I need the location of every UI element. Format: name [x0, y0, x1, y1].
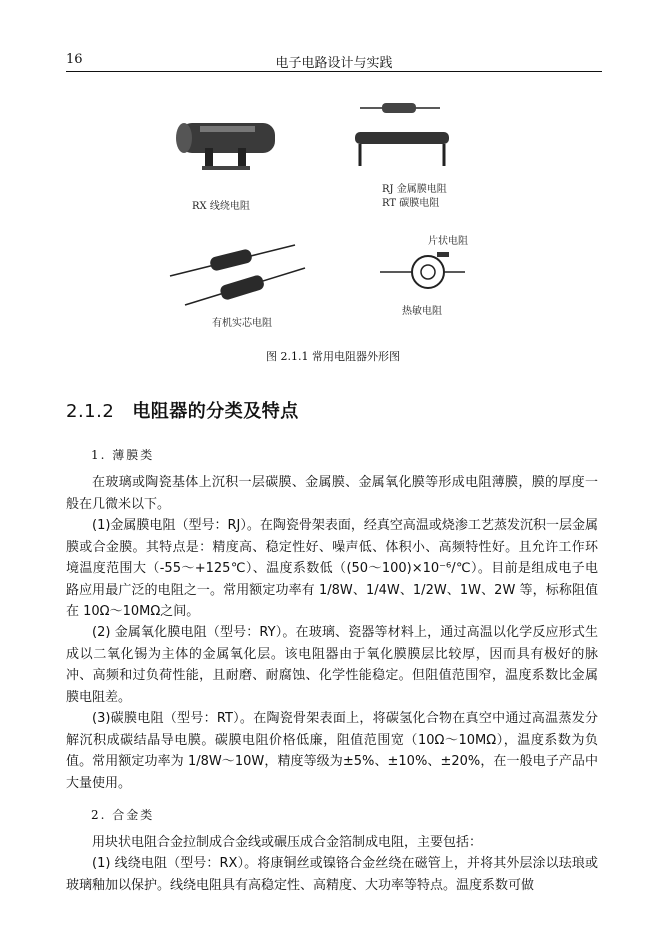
label-rt: RT 碳膜电阻 — [382, 198, 440, 209]
organic-resistor-image — [170, 245, 305, 305]
film-resistor-image — [355, 103, 449, 166]
paragraph-ry: (2) 金属氧化膜电阻（型号：RY）。在玻璃、瓷器等材料上，通过高温以化学反应形式生成以二氧化锡为主体的金属氧化层。该电阻器由于氧化膜膜层比较厚，因而具有极好的脉冲、高频和过负荷性能，且耐磨、耐腐蚀、化学性能稳定。但阻值范围窄，温度系数比金属膜电阻差。 — [66, 625, 598, 705]
section-number: 2.1.2 — [66, 401, 115, 422]
figure-caption: 图 2.1.1 常用电阻器外形图 — [266, 350, 400, 363]
resistor-figure — [150, 90, 530, 340]
section-title: 电阻器的分类及特点 — [132, 401, 299, 422]
running-title: 电子电路设计与实践 — [275, 56, 393, 71]
label-organic: 有机实芯电阻 — [212, 318, 272, 329]
label-thermistor: 热敏电阻 — [402, 306, 442, 317]
subheading-thin-film: 1. 薄膜类 — [91, 448, 155, 462]
label-rj: RJ 金属膜电阻 — [382, 184, 447, 195]
thermistor-image — [380, 252, 465, 288]
page-number: 16 — [66, 52, 83, 67]
wirewound-resistor-image — [176, 123, 275, 170]
resistor-illustrations — [150, 90, 530, 340]
paragraph-rj: (1)金属膜电阻（型号：RJ）。在陶瓷骨架表面，经真空高温或烧渗工艺蒸发沉积一层金属膜或合金膜。其特点是：精度高、稳定性好、噪声低、体积小、高频特性好。且允许工作环境温度范围大（-55～+125℃）、温度系数低（(50～100)×10⁻⁶/℃）。目前是组成电子电路应用最广泛的电阻之一。常用额定功率有 1/8W、1/4W、1/2W、1W、2W 等，标称阻值在 10Ω～10MΩ之间。 — [66, 518, 598, 620]
section-heading — [66, 397, 299, 423]
label-chip: 片状电阻 — [428, 236, 468, 247]
paragraph-rt: (3)碳膜电阻（型号：RT）。在陶瓷骨架表面上，将碳氢化合物在真空中通过高温蒸发分解沉积成碳结晶导电膜。碳膜电阻价格低廉，阻值范围宽（10Ω～10MΩ），温度系数为负值。常用额定功率为 1/8W～10W，精度等级为±5%、±10%、±20%，在一般电子产品中大量使用。 — [66, 711, 598, 791]
paragraph-alloy-intro: 用块状电阻合金拉制成合金线或碾压成合金箔制成电阻，主要包括： — [92, 835, 483, 850]
page-header — [66, 52, 602, 70]
paragraph-intro: 在玻璃或陶瓷基体上沉积一层碳膜、金属膜、金属氧化膜等形成电阻薄膜，膜的厚度一般在几微米以下。 — [66, 475, 598, 512]
paragraph-rx: (1) 线绕电阻（型号：RX）。将康铜丝或镍铬合金丝绕在磁管上，并将其外层涂以珐琅或玻璃釉加以保护。线绕电阻具有高稳定性、高精度、大功率等特点。温度系数可做 — [66, 856, 598, 893]
header-rule — [66, 71, 602, 72]
label-rx: RX 线绕电阻 — [192, 201, 250, 212]
subheading-alloy: 2. 合金类 — [91, 808, 155, 822]
